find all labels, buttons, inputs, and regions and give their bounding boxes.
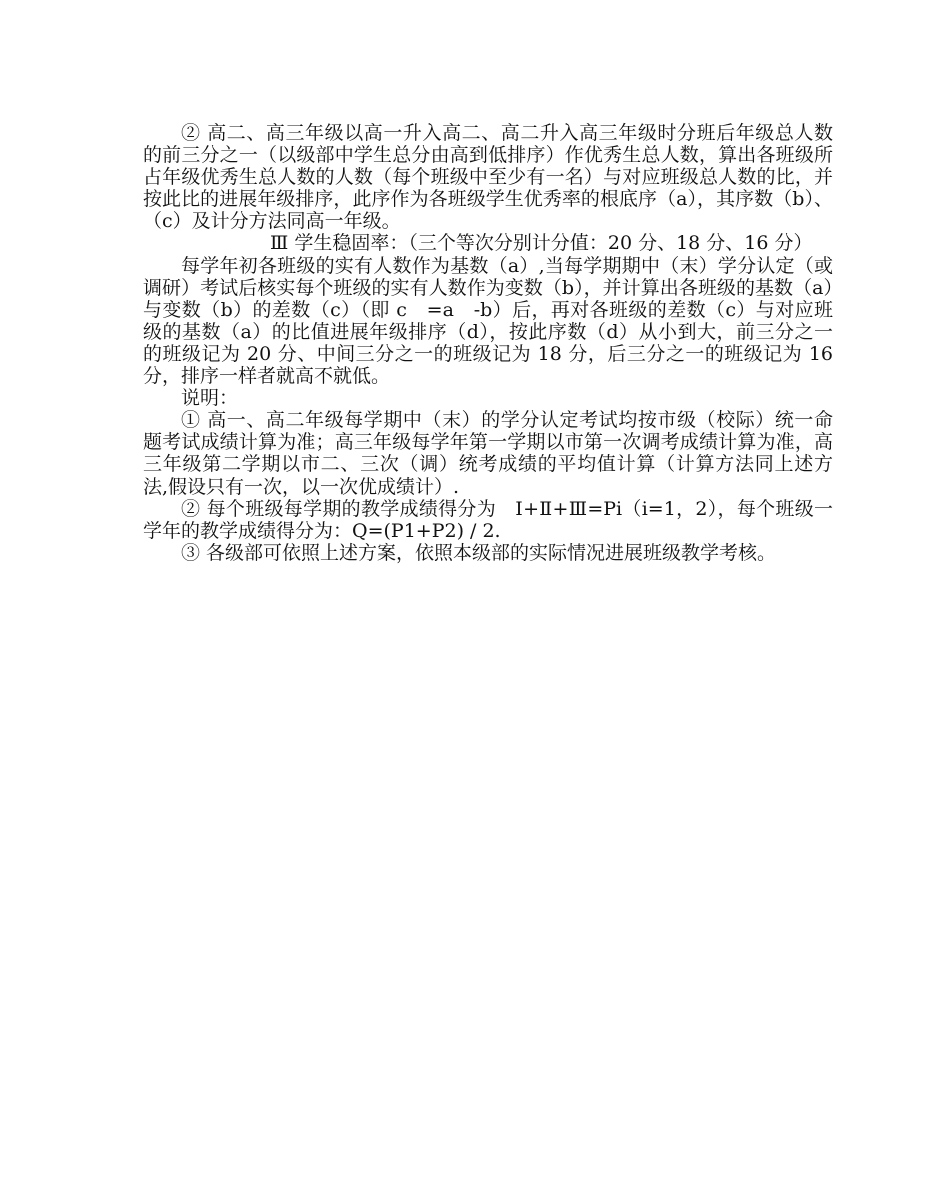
notes-heading: 说明： [181, 387, 239, 410]
note-item-1: ① 高一、高二年级每学期中（末）的学分认定考试均按市级（校际）统一命题考试成绩计算为准；高三年级每学年第一学期以市第一次调考成绩计算为准，高三年级第二学期以市二、三次（调）统考成绩的平均值计算（计算方法同上述方法,假设只有一次，以一次优成绩计）. [143, 409, 833, 498]
section-heading-student-stability-rate: Ⅲ 学生稳固率：（三个等次分别计分值：20 分、18 分、16 分） [270, 232, 813, 255]
note-item-3: ③ 各级部可依照上述方案，依照本级部的实际情况进展班级教学考核。 [181, 541, 777, 564]
paragraph-stability-rate-method: 每学年初各班级的实有人数作为基数（a）,当每学期期中（末）学分认定（或调研）考试后核实每个班级的实有人数作为变数（b），并计算出各班级的基数（a）与变数（b）的差数（c）（即 c =a -b）后，再对各班级的差数（c）与对应班级的基数（a）的比值进展年级排序（d），按此序数（d）从小到大，前三分之一的班级记为 20 分、中间三分之一的班级记为 18 分，后三分之一的班级记为 16 分，排序一样者就高不就低。 [143, 254, 833, 388]
note-item-2: ② 每个班级每学期的教学成绩得分为 Ⅰ+Ⅱ+Ⅲ=Pi（i=1，2），每个班级一学年的教学成绩得分为：Q=(P1+P2) / 2. [143, 497, 833, 542]
document-body [143, 122, 833, 564]
paragraph-excellence-rate-upper-grades: ② 高二、高三年级以高一升入高二、高二升入高三年级时分班后年级总人数的前三分之一（以级部中学生总分由高到低排序）作优秀生总人数，算出各班级所占年级优秀生总人数的人数（每个班级中至少有一名）与对应班级总人数的比，并按此比的进展年级排序，此序作为各班级学生优秀率的根底序（a），其序数（b）、（c）及计分方法同高一年级。 [143, 122, 833, 233]
